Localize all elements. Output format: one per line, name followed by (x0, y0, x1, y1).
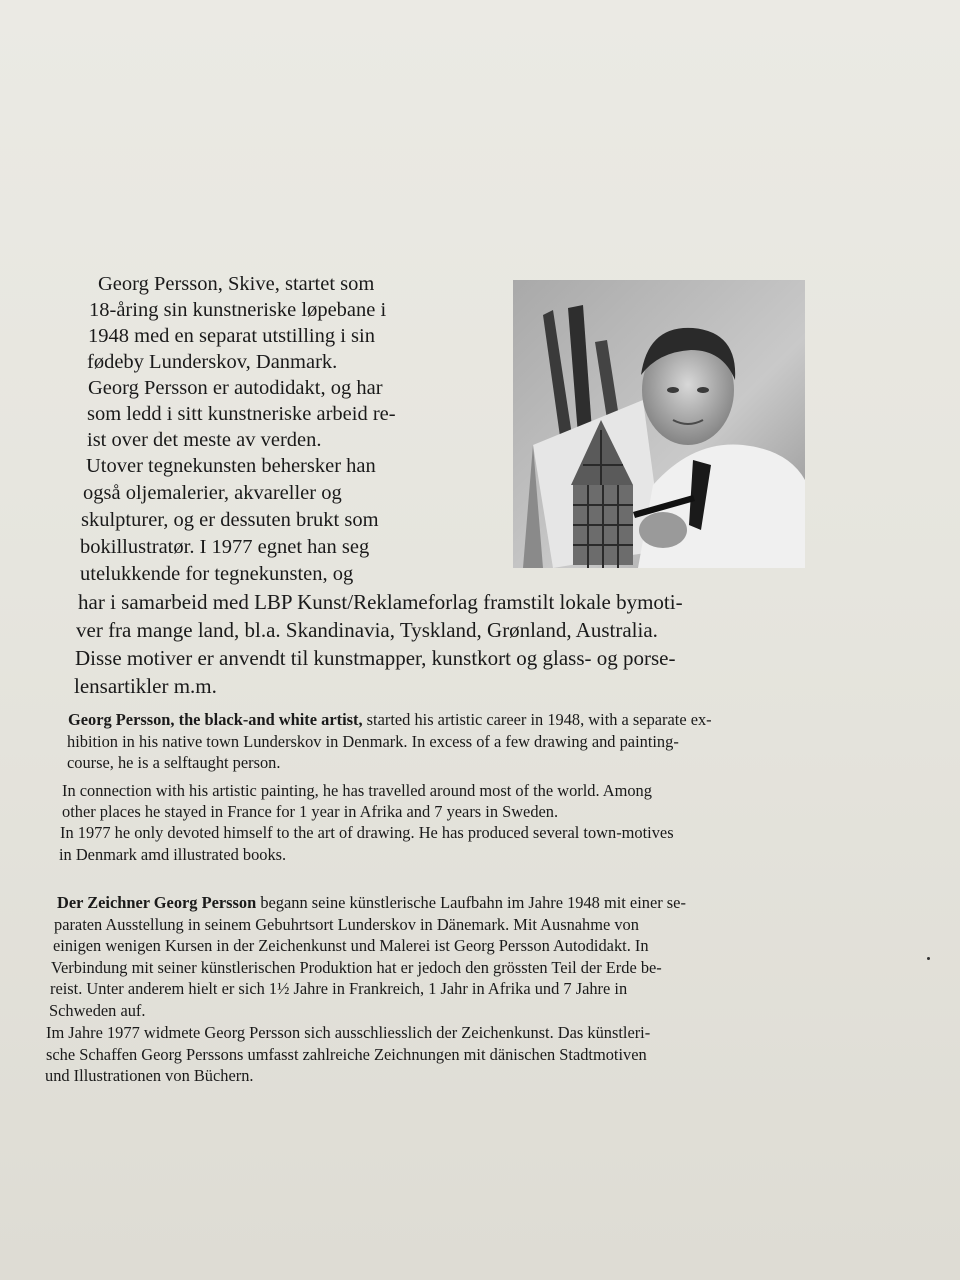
german-lead: Der Zeichner Georg Persson (57, 893, 257, 912)
german-line: paraten Ausstellung in seinem Gebuhrtsort Lunderskov in Dänemark. Mit Ausnahme von (54, 915, 639, 934)
norwegian-line: Utover tegnekunsten behersker han (86, 455, 376, 477)
norwegian-line: skulpturer, og er dessuten brukt som (81, 509, 379, 531)
norwegian-line: 18-åring sin kunstneriske løpebane i (89, 299, 387, 321)
norwegian-line: bokillustratør. I 1977 egnet han seg (80, 536, 370, 558)
norwegian-line: fødeby Lunderskov, Danmark. (87, 351, 338, 373)
german-line: und Illustrationen von Büchern. (45, 1066, 254, 1085)
english-line: hibition in his native town Lunderskov in Denmark. In excess of a few drawing and painting- (67, 732, 679, 751)
german-line: Der Zeichner Georg Persson begann seine künstlerische Laufbahn im Jahre 1948 mit einer se- (57, 893, 686, 912)
english-line: in Denmark amd illustrated books. (59, 845, 287, 864)
norwegian-line: Disse motiver er anvendt til kunstmapper, kunstkort og glass- og porse- (75, 646, 676, 670)
german-line: einigen wenigen Kursen in der Zeichenkunst und Malerei ist Georg Persson Autodidakt. In (53, 936, 649, 955)
german-line: reist. Unter anderem hielt er sich 1½ Jahre in Frankreich, 1 Jahr in Afrika und 7 Jahre in (50, 979, 628, 998)
german-line: Im Jahre 1977 widmete Georg Persson sich ausschliesslich der Zeichenkunst. Das künstleri- (46, 1023, 651, 1042)
german-line: sche Schaffen Georg Perssons umfasst zahlreiche Zeichnungen mit dänischen Stadtmotiven (46, 1045, 647, 1064)
norwegian-line: lensartikler m.m. (74, 674, 217, 698)
paper-speck (927, 957, 930, 960)
german-line: Schweden auf. (49, 1001, 146, 1020)
norwegian-line: også oljemalerier, akvareller og (83, 482, 342, 504)
english-line: course, he is a selftaught person. (67, 753, 281, 772)
portrait-photo (513, 280, 805, 568)
english-lead: Georg Persson, the black-and white artist, (68, 710, 363, 729)
norwegian-line: har i samarbeid med LBP Kunst/Reklameforlag framstilt lokale bymoti- (78, 590, 683, 614)
english-line: Georg Persson, the black-and white artist, started his artistic career in 1948, with a separate ex- (68, 710, 712, 729)
norwegian-line: 1948 med en separat utstilling i sin (88, 325, 375, 347)
norwegian-line: ist over det meste av verden. (87, 429, 322, 451)
norwegian-line: utelukkende for tegnekunsten, og (80, 563, 354, 585)
norwegian-line: Georg Persson, Skive, startet som (98, 273, 375, 295)
english-line: In connection with his artistic painting, he has travelled around most of the world. Among (62, 781, 652, 800)
english-line: In 1977 he only devoted himself to the art of drawing. He has produced several town-motives (60, 823, 674, 842)
norwegian-line: ver fra mange land, bl.a. Skandinavia, Tyskland, Grønland, Australia. (76, 618, 658, 642)
german-line: Verbindung mit seiner künstlerischen Produktion hat er jedoch den grössten Teil der Erde be- (51, 958, 662, 977)
norwegian-line: som ledd i sitt kunstneriske arbeid re- (87, 403, 396, 425)
norwegian-line: Georg Persson er autodidakt, og har (88, 377, 383, 399)
english-line: other places he stayed in France for 1 year in Afrika and 7 years in Sweden. (62, 802, 559, 821)
